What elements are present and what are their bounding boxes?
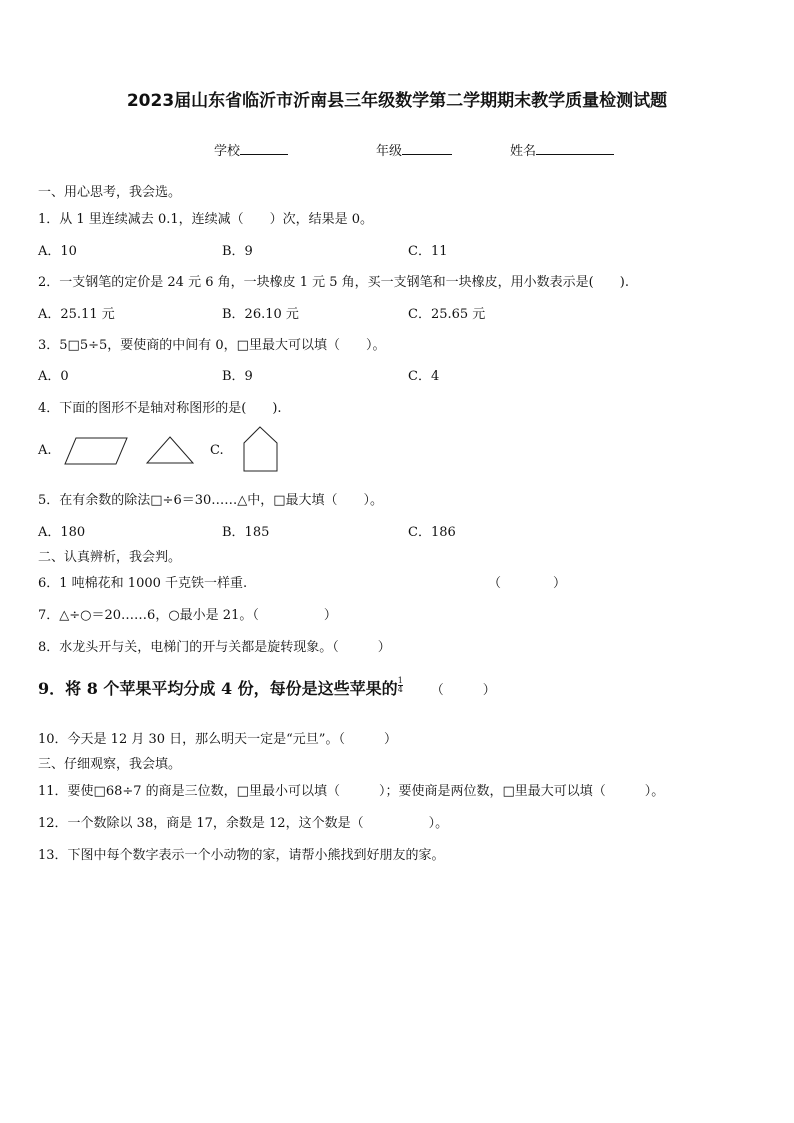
grade-field	[376, 140, 452, 159]
question-6: 6．1 吨棉花和 1000 千克铁一样重.	[38, 576, 248, 591]
q9-fraction-numerator: 1	[397, 676, 403, 685]
q9-fraction-denominator: 4	[397, 685, 403, 694]
question-9	[38, 676, 496, 699]
q3-option-a[interactable]: A．0	[38, 369, 69, 384]
school-field	[214, 140, 288, 159]
q5-option-c[interactable]: C．186	[408, 525, 456, 540]
q2-option-c[interactable]: C．25.65 元	[408, 307, 486, 322]
name-blank[interactable]	[536, 142, 614, 155]
q9-text: 9．将 8 个苹果平均分成 4 份，每份是这些苹果的	[38, 679, 398, 698]
q9-answer-paren[interactable]: （ ）	[430, 683, 496, 698]
question-3: 3．5□5÷5，要使商的中间有 0，□里最大可以填（ ）。	[38, 338, 386, 353]
q5-option-b[interactable]: B．185	[222, 525, 270, 540]
section-2-heading: 二、认真辨析，我会判。	[38, 550, 182, 565]
parallelogram-shape	[64, 437, 128, 465]
question-1: 1．从 1 里连续减去 0.1，连续减（ ）次，结果是 0。	[38, 212, 374, 227]
grade-label: 年级	[376, 144, 403, 159]
q2-option-b[interactable]: B．26.10 元	[222, 307, 299, 322]
page-title: 2023届山东省临沂市沂南县三年级数学第二学期期末教学质量检测试题	[126, 91, 668, 111]
house-pentagon-shape	[243, 426, 279, 472]
section-1-heading: 一、用心思考，我会选。	[38, 185, 182, 200]
q5-option-a[interactable]: A．180	[38, 525, 86, 540]
q9-fraction	[398, 677, 403, 694]
section-3-heading: 三、仔细观察，我会填。	[38, 757, 182, 772]
question-5: 5．在有余数的除法□÷6＝30……△中，□最大填（ ）。	[38, 493, 384, 508]
question-2: 2．一支钢笔的定价是 24 元 6 角，一块橡皮 1 元 5 角，买一支钢笔和一块橡皮，用小数表示是( ).	[38, 275, 629, 290]
question-4: 4．下面的图形不是轴对称图形的是( ).	[38, 401, 282, 416]
q4-option-a[interactable]: A.	[38, 443, 52, 458]
q3-option-b[interactable]: B．9	[222, 369, 253, 384]
q1-option-c[interactable]: C．11	[408, 244, 448, 259]
q1-option-a[interactable]: A．10	[38, 244, 77, 259]
q3-option-c[interactable]: C．4	[408, 369, 440, 384]
triangle-shape	[146, 436, 194, 465]
question-13: 13．下图中每个数字表示一个小动物的家，请帮小熊找到好朋友的家。	[38, 848, 445, 863]
question-11: 11．要使□68÷7 的商是三位数，□里最小可以填（ ）；要使商是两位数，□里最大可以填（ ）。	[38, 784, 665, 799]
grade-blank[interactable]	[402, 142, 452, 155]
school-blank[interactable]	[240, 142, 288, 155]
name-label: 姓名	[510, 144, 537, 159]
question-8: 8．水龙头开与关，电梯门的开与关都是旋转现象。（ ）	[38, 640, 391, 655]
q4-option-c[interactable]: C.	[210, 443, 224, 458]
name-field	[510, 140, 614, 159]
question-12: 12．一个数除以 38，商是 17，余数是 12，这个数是（ ）。	[38, 816, 449, 831]
q6-answer-paren[interactable]: （ ）	[488, 576, 567, 591]
question-7: 7．△÷○＝20……6，○最小是 21。（ ）	[38, 608, 337, 623]
q1-option-b[interactable]: B．9	[222, 244, 253, 259]
question-10: 10．今天是 12 月 30 日，那么明天一定是“元旦”。（ ）	[38, 732, 397, 747]
school-label: 学校	[214, 144, 241, 159]
q2-option-a[interactable]: A．25.11 元	[38, 307, 115, 322]
